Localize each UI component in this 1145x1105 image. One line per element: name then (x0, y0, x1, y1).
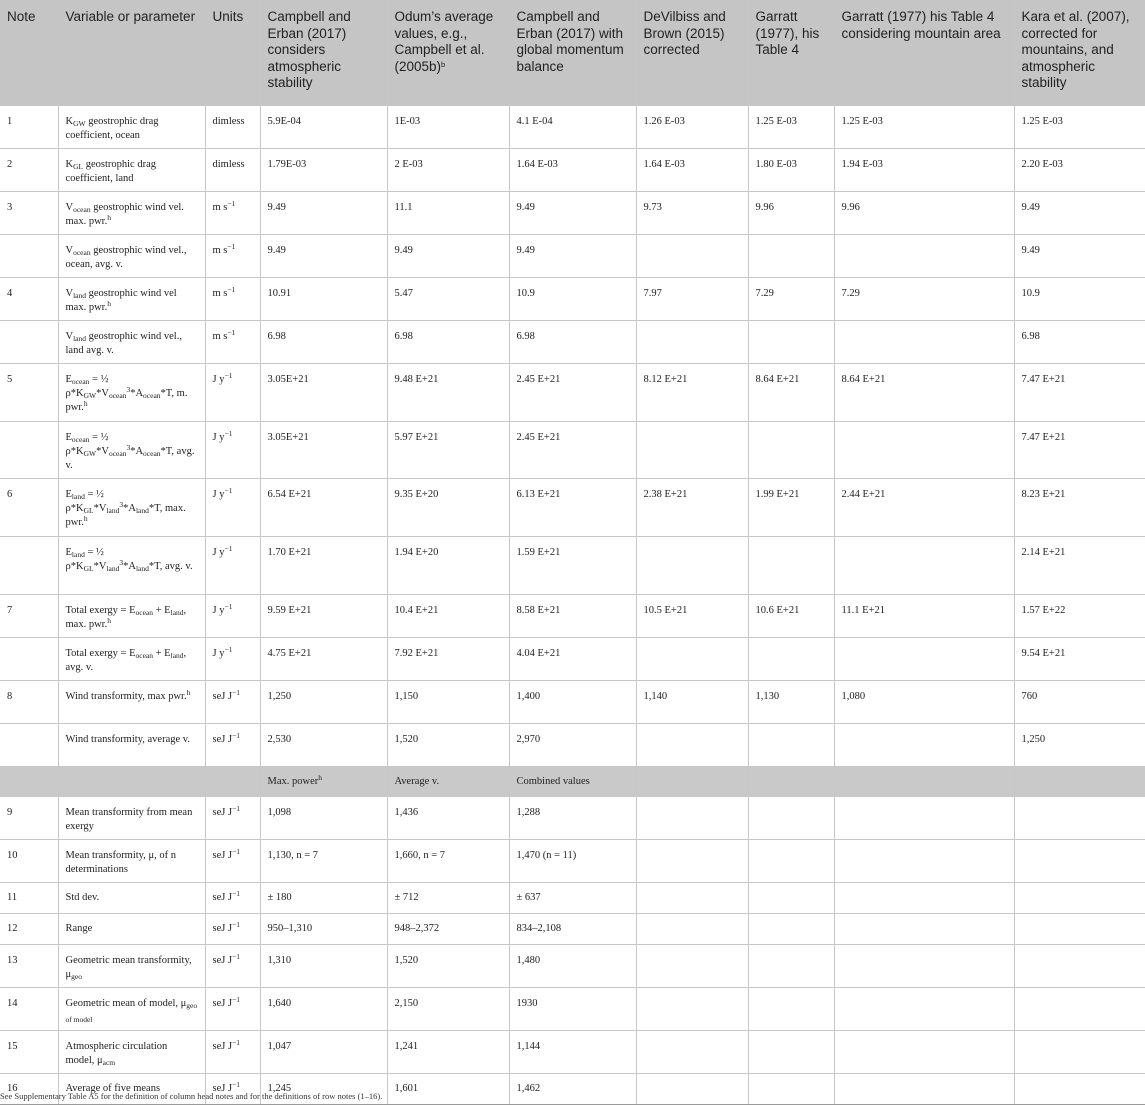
cell: ± 180 (260, 883, 387, 914)
row-note: 12 (0, 914, 58, 945)
cell: 9.49 (509, 235, 636, 278)
row-variable: $K_{GW}$ geostrophic drag coefficient, ocean (58, 106, 205, 149)
cell (1014, 988, 1145, 1031)
row-units: dimless (205, 106, 260, 149)
row-units: J $y^{-1}$ (205, 479, 260, 537)
cell (834, 840, 1014, 883)
row-variable: $V_{ocean}$ geostrophic wind vel., ocean, avg. v. (58, 235, 205, 278)
cell: 1,250 (1014, 724, 1145, 767)
row-variable: $V_{ocean}$ geostrophic wind vel. max. pwr.$^h$ (58, 192, 205, 235)
cell: 8.23 E+21 (1014, 479, 1145, 537)
cell: 948–2,372 (387, 914, 509, 945)
cell (748, 724, 834, 767)
cell: 9.96 (834, 192, 1014, 235)
cell: 2.38 E+21 (636, 479, 748, 537)
cell: 7.47 E+21 (1014, 422, 1145, 479)
cell: 1,520 (387, 724, 509, 767)
cell (748, 988, 834, 1031)
row-units: dimless (205, 149, 260, 192)
table-row (0, 422, 1145, 479)
row-units: seJ $J^{-1}$ (205, 797, 260, 840)
cell: 11.1 (387, 192, 509, 235)
row-variable: Total exergy = $E_{ocean} + E_{land}$, avg. v. (58, 638, 205, 681)
cell (748, 914, 834, 945)
row-units: m $s^{-1}$ (205, 278, 260, 321)
row-units: seJ $J^{-1}$ (205, 945, 260, 988)
cell: 1E-03 (387, 106, 509, 149)
cell: 2.45 E+21 (509, 422, 636, 479)
cell: 1,140 (636, 681, 748, 724)
cell (834, 883, 1014, 914)
cell (636, 1074, 748, 1105)
cell: 8.58 E+21 (509, 595, 636, 638)
cell (636, 638, 748, 681)
cell (748, 840, 834, 883)
table-row (0, 945, 1145, 988)
cell (834, 1031, 1014, 1074)
header-garratt-table4: Garratt (1977), his Table 4 (748, 0, 834, 106)
row-units: seJ $J^{-1}$ (205, 724, 260, 767)
row-units: J $y^{-1}$ (205, 422, 260, 479)
row-note (0, 724, 58, 767)
cell: 1.64 E-03 (509, 149, 636, 192)
cell (748, 638, 834, 681)
cell: 1,080 (834, 681, 1014, 724)
row-units: seJ $J^{-1}$ (205, 1031, 260, 1074)
row-note: 16 (0, 1074, 58, 1105)
cell (1014, 797, 1145, 840)
cell (636, 988, 748, 1031)
row-variable: Std dev. (58, 883, 205, 914)
row-note: 3 (0, 192, 58, 235)
cell: 9.35 E+20 (387, 479, 509, 537)
cell: 1,144 (509, 1031, 636, 1074)
cell (636, 945, 748, 988)
header-garratt-mountain: Garratt (1977) his Table 4 considering mountain area (834, 0, 1014, 106)
cell (834, 638, 1014, 681)
cell (748, 883, 834, 914)
table-row (0, 1031, 1145, 1074)
cell: 1.80 E-03 (748, 149, 834, 192)
cell: 6.54 E+21 (260, 479, 387, 537)
row-note: 9 (0, 797, 58, 840)
row-units: J $y^{-1}$ (205, 595, 260, 638)
cell: 9.49 (509, 192, 636, 235)
row-note: 1 (0, 106, 58, 149)
row-variable: $E_{land}$ = ½ $\rho*K_{GL}*V_{land}^3*A_{land}*T$, avg. v. (58, 537, 205, 595)
cell (1014, 1031, 1145, 1074)
row-variable: Total exergy = $E_{ocean} + E_{land}$, max. pwr.$^h$ (58, 595, 205, 638)
cell: 9.49 (260, 235, 387, 278)
cell (636, 797, 748, 840)
cell (834, 422, 1014, 479)
row-variable: $K_{GL}$ geostrophic drag coefficient, land (58, 149, 205, 192)
table-row (0, 321, 1145, 364)
cell: 1,250 (260, 681, 387, 724)
row-variable: $V_{land}$ geostrophic wind vel., land avg. v. (58, 321, 205, 364)
cell: 1,462 (509, 1074, 636, 1105)
header-note: Note (0, 0, 58, 106)
row-variable: Average of five means (58, 1074, 205, 1105)
table-row (0, 681, 1145, 724)
cell: 4.04 E+21 (509, 638, 636, 681)
cell: 10.6 E+21 (748, 595, 834, 638)
cell (58, 767, 205, 797)
cell: 8.12 E+21 (636, 364, 748, 422)
cell (834, 797, 1014, 840)
cell: 1,660, n = 7 (387, 840, 509, 883)
section-label-average: Average v. (387, 767, 509, 797)
row-note: 10 (0, 840, 58, 883)
cell: 834–2,108 (509, 914, 636, 945)
header-kara: Kara et al. (2007), corrected for mountains, and atmospheric stability (1014, 0, 1145, 106)
cell (636, 767, 748, 797)
cell (0, 767, 58, 797)
table-row (0, 883, 1145, 914)
header-campbell-stability: Campbell and Erban (2017) considers atmospheric stability (260, 0, 387, 106)
cell: 1.79E-03 (260, 149, 387, 192)
row-units: seJ $J^{-1}$ (205, 988, 260, 1031)
row-variable: Geometric mean of model, $\mu_{geo of model}$ (58, 988, 205, 1031)
cell (748, 235, 834, 278)
cell: 3.05E+21 (260, 422, 387, 479)
cell (748, 1074, 834, 1105)
row-note (0, 638, 58, 681)
cell: 1,047 (260, 1031, 387, 1074)
cell: 7.47 E+21 (1014, 364, 1145, 422)
table-row (0, 914, 1145, 945)
cell: 10.9 (509, 278, 636, 321)
cell (1014, 945, 1145, 988)
cell: 10.91 (260, 278, 387, 321)
cell: 1,130, n = 7 (260, 840, 387, 883)
row-note: 7 (0, 595, 58, 638)
row-variable: $E_{land}$ = ½ $\rho*K_{GL}*V_{land}^3*A_{land}*T$, max. pwr.$^h$ (58, 479, 205, 537)
cell (834, 1074, 1014, 1105)
row-variable: Atmospheric circulation model, $\mu_{acm}$ (58, 1031, 205, 1074)
row-note: 2 (0, 149, 58, 192)
cell: 1.70 E+21 (260, 537, 387, 595)
cell: 9.48 E+21 (387, 364, 509, 422)
cell: 6.98 (260, 321, 387, 364)
row-units: seJ $J^{-1}$ (205, 681, 260, 724)
cell: 2,970 (509, 724, 636, 767)
cell: 8.64 E+21 (834, 364, 1014, 422)
row-variable: Wind transformity, max pwr.$^h$ (58, 681, 205, 724)
row-note: 5 (0, 364, 58, 422)
cell: 5.47 (387, 278, 509, 321)
table-row (0, 638, 1145, 681)
cell: 9.96 (748, 192, 834, 235)
cell: 1930 (509, 988, 636, 1031)
cell (748, 945, 834, 988)
row-variable: Mean transformity from mean exergy (58, 797, 205, 840)
cell (636, 883, 748, 914)
cell (636, 914, 748, 945)
table-row (0, 479, 1145, 537)
cell (748, 797, 834, 840)
table-row (0, 278, 1145, 321)
header-units: Units (205, 0, 260, 106)
cell: 9.49 (1014, 235, 1145, 278)
cell: 1.59 E+21 (509, 537, 636, 595)
cell (834, 914, 1014, 945)
cell: 5.9E-04 (260, 106, 387, 149)
cell: ± 637 (509, 883, 636, 914)
row-note (0, 321, 58, 364)
cell: 6.98 (387, 321, 509, 364)
cell: 1,480 (509, 945, 636, 988)
cell (834, 988, 1014, 1031)
table-row (0, 840, 1145, 883)
header-campbell-global: Campbell and Erban (2017) with global momentum balance (509, 0, 636, 106)
cell: 1,601 (387, 1074, 509, 1105)
row-units: J $y^{-1}$ (205, 537, 260, 595)
cell: 9.49 (1014, 192, 1145, 235)
cell: 2.20 E-03 (1014, 149, 1145, 192)
cell (205, 767, 260, 797)
row-units: seJ $J^{-1}$ (205, 1074, 260, 1105)
header-odum-superscript: b (441, 59, 446, 69)
cell: 1.25 E-03 (748, 106, 834, 149)
cell: 1.99 E+21 (748, 479, 834, 537)
header-devilbiss: DeVilbiss and Brown (2015) corrected (636, 0, 748, 106)
cell (1014, 1074, 1145, 1105)
cell: 2,150 (387, 988, 509, 1031)
row-units: seJ $J^{-1}$ (205, 914, 260, 945)
table-row (0, 797, 1145, 840)
cell (636, 321, 748, 364)
cell: 1,245 (260, 1074, 387, 1105)
cell: 1.94 E-03 (834, 149, 1014, 192)
row-note: 14 (0, 988, 58, 1031)
cell: 2.45 E+21 (509, 364, 636, 422)
cell: 9.49 (387, 235, 509, 278)
cell (834, 767, 1014, 797)
row-variable: $V_{land}$ geostrophic wind vel max. pwr.$^h$ (58, 278, 205, 321)
cell (636, 235, 748, 278)
row-note: 13 (0, 945, 58, 988)
table-footnote: See Supplementary Table A5 for the definition of column head notes and for the definitions of row notes (1–16). (0, 1091, 383, 1101)
cell: 760 (1014, 681, 1145, 724)
row-variable: Range (58, 914, 205, 945)
cell: ± 712 (387, 883, 509, 914)
cell: 2 E-03 (387, 149, 509, 192)
row-units: seJ $J^{-1}$ (205, 840, 260, 883)
cell: 1,288 (509, 797, 636, 840)
cell (834, 945, 1014, 988)
row-units: J $y^{-1}$ (205, 364, 260, 422)
cell (748, 767, 834, 797)
cell: 5.97 E+21 (387, 422, 509, 479)
cell: 1,241 (387, 1031, 509, 1074)
row-units: m $s^{-1}$ (205, 235, 260, 278)
cell: 1.64 E-03 (636, 149, 748, 192)
cell: 1.25 E-03 (1014, 106, 1145, 149)
section-label-combined: Combined values (509, 767, 636, 797)
cell (1014, 914, 1145, 945)
cell: 9.59 E+21 (260, 595, 387, 638)
table-row (0, 235, 1145, 278)
cell: 1,150 (387, 681, 509, 724)
section-row (0, 767, 1145, 797)
cell: 1,640 (260, 988, 387, 1031)
row-units: seJ $J^{-1}$ (205, 883, 260, 914)
cell: 7.29 (834, 278, 1014, 321)
cell: 2.14 E+21 (1014, 537, 1145, 595)
cell (1014, 840, 1145, 883)
cell: 11.1 E+21 (834, 595, 1014, 638)
cell (636, 1031, 748, 1074)
row-variable: Wind transformity, average v. (58, 724, 205, 767)
cell (748, 537, 834, 595)
cell: 4.75 E+21 (260, 638, 387, 681)
row-variable: Geometric mean transformity, $\mu_{geo}$ (58, 945, 205, 988)
cell (834, 235, 1014, 278)
table-row (0, 724, 1145, 767)
cell: 1,400 (509, 681, 636, 724)
table-row (0, 106, 1145, 149)
cell: 9.54 E+21 (1014, 638, 1145, 681)
cell (636, 537, 748, 595)
table-row (0, 192, 1145, 235)
table-row (0, 537, 1145, 595)
row-note: 6 (0, 479, 58, 537)
table-row (0, 988, 1145, 1031)
cell: 1.25 E-03 (834, 106, 1014, 149)
row-variable: $E_{ocean}$ = ½ $\rho*K_{GW}*V_{ocean}^3*A_{ocean}*T$, avg. v. (58, 422, 205, 479)
cell (834, 537, 1014, 595)
cell: 8.64 E+21 (748, 364, 834, 422)
cell: 10.9 (1014, 278, 1145, 321)
cell: 6.13 E+21 (509, 479, 636, 537)
section-label-max-power: Max. power$^h$ (260, 767, 387, 797)
row-note: 11 (0, 883, 58, 914)
cell (636, 840, 748, 883)
cell (636, 724, 748, 767)
cell: 1,130 (748, 681, 834, 724)
cell: 1.94 E+20 (387, 537, 509, 595)
cell (1014, 767, 1145, 797)
row-variable: $E_{ocean}$ = ½ $\rho*K_{GW}*V_{ocean}^3*A_{ocean}*T$, m. pwr.$^h$ (58, 364, 205, 422)
row-note (0, 537, 58, 595)
header-row (0, 0, 1145, 106)
cell (636, 422, 748, 479)
row-note: 15 (0, 1031, 58, 1074)
header-odum (387, 0, 509, 106)
cell: 6.98 (1014, 321, 1145, 364)
cell: 3.05E+21 (260, 364, 387, 422)
cell: 1,098 (260, 797, 387, 840)
cell (1014, 883, 1145, 914)
table-row (0, 149, 1145, 192)
header-variable: Variable or parameter (58, 0, 205, 106)
table-row (0, 595, 1145, 638)
row-units: m $s^{-1}$ (205, 192, 260, 235)
row-units: m $s^{-1}$ (205, 321, 260, 364)
cell (748, 422, 834, 479)
cell: 7.29 (748, 278, 834, 321)
row-variable: Mean transformity, μ, of n determinations (58, 840, 205, 883)
row-units: J $y^{-1}$ (205, 638, 260, 681)
cell (834, 724, 1014, 767)
cell (748, 321, 834, 364)
row-note: 4 (0, 278, 58, 321)
cell: 9.49 (260, 192, 387, 235)
cell: 1,520 (387, 945, 509, 988)
cell: 1.26 E-03 (636, 106, 748, 149)
cell (834, 321, 1014, 364)
cell: 1,436 (387, 797, 509, 840)
cell: 2.44 E+21 (834, 479, 1014, 537)
row-note (0, 422, 58, 479)
table-row (0, 364, 1145, 422)
cell: 4.1 E-04 (509, 106, 636, 149)
row-note (0, 235, 58, 278)
cell (748, 1031, 834, 1074)
row-note: 8 (0, 681, 58, 724)
cell: 2,530 (260, 724, 387, 767)
cell: 7.97 (636, 278, 748, 321)
cell: 9.73 (636, 192, 748, 235)
cell: 10.4 E+21 (387, 595, 509, 638)
cell: 6.98 (509, 321, 636, 364)
cell: 950–1,310 (260, 914, 387, 945)
cell: 10.5 E+21 (636, 595, 748, 638)
header-odum-text: Odum’s average values, e.g., Campbell et al. (2005b) (394, 9, 494, 74)
cell: 1,470 (n = 11) (509, 840, 636, 883)
cell: 1,310 (260, 945, 387, 988)
cell: 1.57 E+22 (1014, 595, 1145, 638)
cell: 7.92 E+21 (387, 638, 509, 681)
